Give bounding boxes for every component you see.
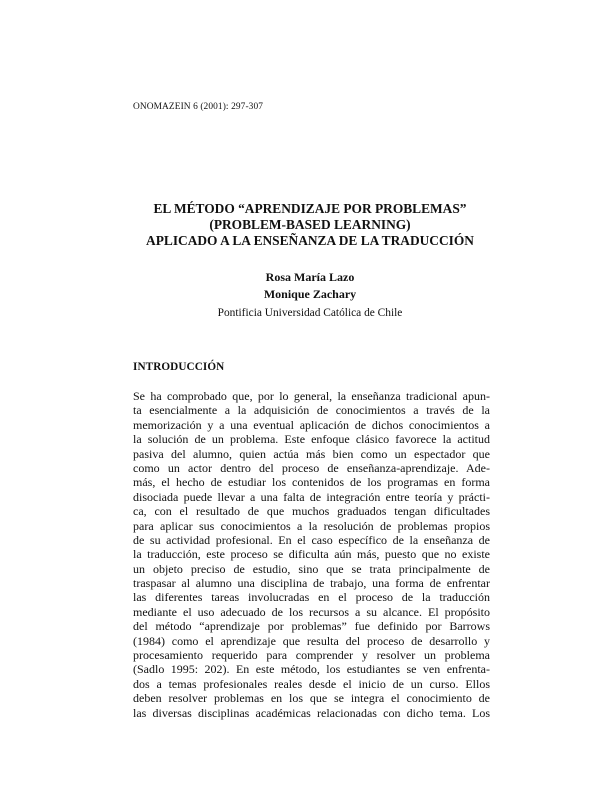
- text-line: más, el hecho de estudiar los contenidos de los programas en forma: [133, 475, 490, 490]
- text-line: Se ha comprobado que, por lo general, la enseñanza tradicional apun-: [133, 389, 490, 403]
- text-line: las diferentes tareas involucradas en el proceso de la traducción: [133, 590, 490, 605]
- text-line: del método “aprendizaje por problemas” fue definido por Barrows: [133, 619, 490, 634]
- text-line: disociada puede llevar a una falta de integración entre teoría y prácti-: [133, 489, 490, 504]
- text-line: ta esencialmente a la adquisición de conocimientos a través de la: [133, 403, 490, 418]
- text-line: como un actor dentro del proceso de enseñanza-aprendizaje. Ade-: [133, 460, 490, 475]
- text-line: un objeto preciso de estudio, sino que se trata principalmente de: [133, 561, 490, 576]
- author-affiliation: Pontificia Universidad Católica de Chile: [217, 307, 403, 319]
- text-line: (1984) como el aprendizaje que resulta del proceso de desarrollo y: [133, 633, 490, 648]
- text-line: las diversas disciplinas académicas relacionadas con dicho tema. Los: [133, 705, 490, 720]
- text-line: para aplicar sus conocimientos a la resolución de problemas propios: [133, 518, 490, 533]
- text-line: mediante el uso adecuado de los recursos a su alcance. El propósito: [133, 604, 490, 619]
- text-line: la traducción, este proceso se dificulta aún más, puesto que no existe: [133, 547, 490, 562]
- text-line: de su actividad profesional. En el caso específico de la enseñanza de: [133, 532, 490, 547]
- author-name: Rosa María Lazo: [265, 270, 355, 284]
- article-title: [120, 201, 500, 249]
- text-line: procesamiento requerido para comprender y resolver un problema: [133, 648, 490, 663]
- title-line: APLICADO A LA ENSEÑANZA DE LA TRADUCCIÓN: [146, 233, 474, 248]
- text-line: deben resolver problemas en los que se integra el conocimiento de: [133, 691, 490, 706]
- body-paragraph: [133, 389, 490, 720]
- text-line: memorización y a una eventual aplicación de dichos conocimientos a: [133, 417, 490, 432]
- section-heading: INTRODUCCIÓN: [133, 361, 225, 373]
- title-line: EL MÉTODO “APRENDIZAJE POR PROBLEMAS”: [153, 201, 467, 216]
- running-head: ONOMAZEIN 6 (2001): 297-307: [133, 102, 264, 112]
- text-line: la solución de un problema. Este enfoque clásico favorece la actitud: [133, 432, 490, 447]
- text-line: ca, con el resultado de que muchos graduados tengan dificultades: [133, 504, 490, 519]
- title-line: (PROBLEM-BASED LEARNING): [209, 217, 411, 232]
- text-line: (Sadlo 1995: 202). En este método, los estudiantes se ven enfrenta-: [133, 662, 490, 677]
- text-line: dos a temas profesionales reales desde el inicio de un curso. Ellos: [133, 676, 490, 691]
- author-name: Monique Zachary: [263, 286, 357, 301]
- text-line: traspasar al alumno una disciplina de trabajo, una forma de enfrentar: [133, 576, 490, 591]
- author-block: [120, 269, 500, 321]
- text-line: pasiva del alumno, quien actúa más bien como un espectador que: [133, 446, 490, 461]
